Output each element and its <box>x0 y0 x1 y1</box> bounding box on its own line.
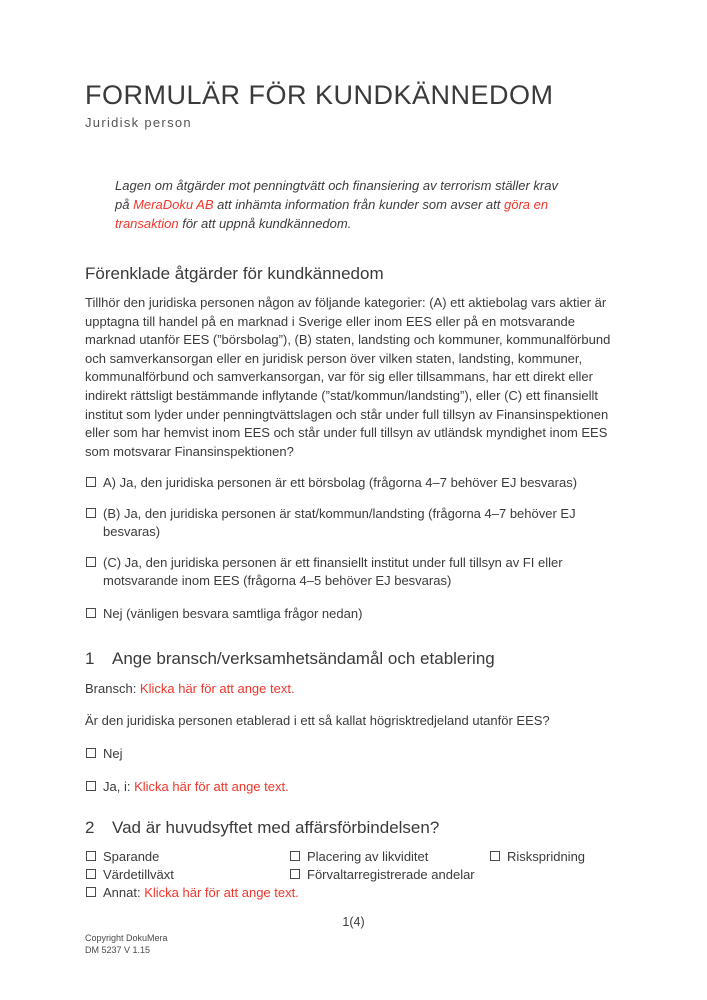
checkbox-stat-kommun[interactable] <box>86 508 96 518</box>
checkbox-nej-samtliga[interactable] <box>86 608 96 618</box>
page-number: 1(4) <box>342 915 365 929</box>
grid-spacer <box>489 866 629 884</box>
bransch-row <box>85 680 629 698</box>
option-placering-label: Placering av likviditet <box>307 849 429 865</box>
option-stat-kommun <box>85 505 629 541</box>
option-vardetillvaxt-label: Värdetillväxt <box>103 867 174 883</box>
option-hogrisk-ja-label <box>103 778 289 796</box>
option-forvaltarregistrerade-label: Förvaltarregistrerade andelar <box>307 867 475 883</box>
intro-text-3: för att uppnå kundkännedom. <box>178 216 352 231</box>
intro-highlight: göra en transaktion <box>115 197 549 231</box>
checkbox-vardetillvaxt[interactable] <box>86 869 96 879</box>
option-stat-kommun-label: (B) Ja, den juridiska personen är stat/kommun/landsting (frågorna 4–7 behöver EJ besvaras) <box>103 506 576 540</box>
section1-heading-text: Ange bransch/verksamhetsändamål och etablering <box>112 649 495 669</box>
option-finansiellt-institut-label: (C) Ja, den juridiska personen är ett finansiellt institut under full tillsyn av FI eller motsvarande inom EES (frågorna 4–5 behöver EJ besvaras) <box>103 555 563 589</box>
bransch-input-placeholder[interactable]: Klicka här för att ange text. <box>139 681 295 697</box>
section2-heading <box>85 817 629 839</box>
option-hogrisk-nej <box>85 745 629 763</box>
purpose-options-grid <box>85 848 629 902</box>
option-finansiellt-institut <box>85 554 629 590</box>
option-annat <box>85 884 629 902</box>
copyright-line2: DM 5237 V 1.15 <box>85 945 151 955</box>
simplified-section-body: Tillhör den juridiska personen någon av följande kategorier: (A) ett aktiebolag vars aktier är upptagna till handel på en marknad i Sverige eller inom EES eller på en motsvarande marknad utanför EES (”börsbolag”), (B) staten, landsting och kommuner, kommunalförbund och samverkansorgan eller en juridisk person över vilken staten, landsting, kommuner, kommunalförbund och samverkansorgan, var för sig eller tillsammans, har ett direkt eller indirekt rättsligt bestämmande inflytande (”stat/kommun/landsting”), eller (C) ett finansiellt institut som lyder under penningtvättslagen och står under full tillsyn av Finansinspektionen eller som har hemvist inom EES och står under full tillsyn av utländsk myndighet inom EES som motsvarar Finansinspektionen? <box>85 295 611 459</box>
checkbox-hogrisk-ja[interactable] <box>86 781 96 791</box>
option-borsbolag <box>85 474 629 492</box>
page-subtitle: Juridisk person <box>85 115 192 130</box>
intro-company-name: MeraDoku AB <box>133 197 214 212</box>
intro-text-2: att inhämta information från kunder som avser att <box>213 197 504 212</box>
checkbox-borsbolag[interactable] <box>86 477 96 487</box>
option-nej-samtliga <box>85 605 629 623</box>
option-hogrisk-nej-label: Nej <box>103 746 123 762</box>
checkbox-finansiellt-institut[interactable] <box>86 557 96 567</box>
section2-number: 2 <box>85 818 95 838</box>
bransch-label: Bransch: <box>85 681 140 697</box>
copyright-block <box>85 932 168 956</box>
option-sparande <box>85 848 289 866</box>
option-riskspridning-label: Riskspridning <box>507 849 586 865</box>
option-vardetillvaxt <box>85 866 289 884</box>
copyright-line1: Copyright DokuMera <box>85 933 168 943</box>
hogrisk-question: Är den juridiska personen etablerad i ett så kallat högrisktredjeland utanför EES? <box>85 713 550 729</box>
intro-paragraph <box>115 176 574 233</box>
checkbox-hogrisk-nej[interactable] <box>86 748 96 758</box>
checkbox-riskspridning[interactable] <box>490 851 500 861</box>
checkbox-annat[interactable] <box>86 887 96 897</box>
section2-heading-text: Vad är huvudsyftet med affärsförbindelsen? <box>112 818 440 838</box>
option-nej-samtliga-label: Nej (vänligen besvara samtliga frågor nedan) <box>103 606 363 622</box>
option-sparande-label: Sparande <box>103 849 160 865</box>
checkbox-sparande[interactable] <box>86 851 96 861</box>
option-borsbolag-label: A) Ja, den juridiska personen är ett börsbolag (frågorna 4–7 behöver EJ besvaras) <box>103 475 578 491</box>
option-hogrisk-ja-text: Ja, i: <box>103 779 135 795</box>
option-riskspridning <box>489 848 629 866</box>
intro-text-1: Lagen om åtgärder mot penningtvätt och finansiering av terrorism ställer krav på <box>115 178 558 212</box>
annat-input-placeholder[interactable]: Klicka här för att ange text. <box>144 885 299 901</box>
option-forvaltarregistrerade <box>289 866 489 884</box>
hogrisk-ja-input-placeholder[interactable]: Klicka här för att ange text. <box>134 779 289 795</box>
simplified-section-heading: Förenklade åtgärder för kundkännedom <box>85 264 384 283</box>
section1-heading <box>85 648 629 670</box>
option-annat-text: Annat: <box>103 885 145 901</box>
page-title: FORMULÄR FÖR KUNDKÄNNEDOM <box>85 80 554 110</box>
option-annat-label <box>103 884 299 902</box>
section1-number: 1 <box>85 649 95 669</box>
option-hogrisk-ja <box>85 778 629 796</box>
page-content <box>85 80 629 902</box>
checkbox-forvaltarregistrerade[interactable] <box>290 869 300 879</box>
checkbox-placering[interactable] <box>290 851 300 861</box>
option-placering <box>289 848 489 866</box>
